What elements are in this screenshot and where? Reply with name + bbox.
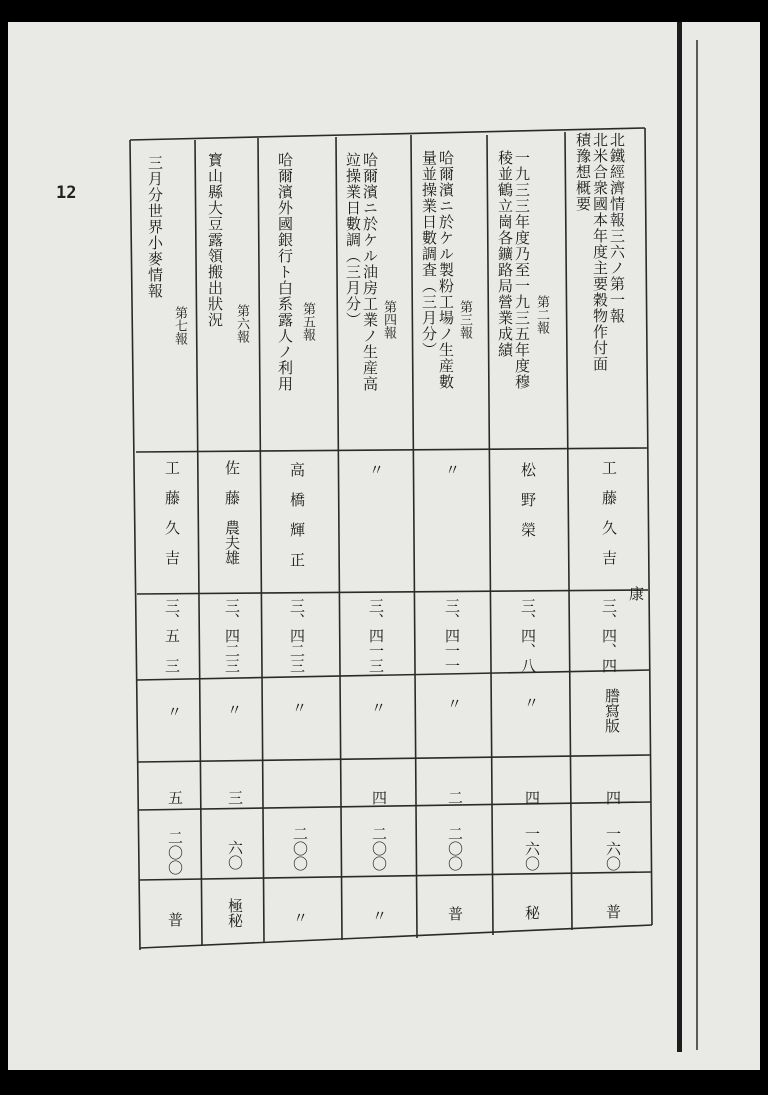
row-5-format: 〃 <box>290 700 308 715</box>
row-2-author: 松 野 榮 <box>519 462 537 537</box>
row-5-author: 高 橋 輝 正 <box>288 462 306 567</box>
row-6-pages: 三 <box>226 790 244 805</box>
row-7-author: 工 藤 久 吉 <box>163 460 181 565</box>
row-4-date: 三、四一三 <box>367 598 385 673</box>
row-3-date: 三、四一一 <box>443 598 461 673</box>
row-2-copies: 一六〇 <box>523 826 541 871</box>
page-number: 12 <box>56 183 77 203</box>
row-2-format: 〃 <box>522 695 540 710</box>
row-1-author: 工 藤 久 吉 <box>600 460 618 565</box>
row-3-report-no: 第三報 <box>457 300 472 339</box>
row-6-format: 〃 <box>225 702 243 717</box>
row-2-title: 一九三三年度乃至一九三五年度穆 稜並鶴立崗各鑛路局營業成績 <box>496 150 531 390</box>
row-4-format: 〃 <box>369 700 387 715</box>
row-5-copies: 二〇〇 <box>291 826 309 871</box>
row-4-author: 〃 <box>367 462 385 477</box>
row-7-copies: 二〇〇 <box>166 830 184 875</box>
row-1-date: 三、四、四 <box>600 598 618 673</box>
row-7-pages: 五 <box>166 790 184 805</box>
row-7-report-no: 第七報 <box>172 306 187 345</box>
row-2-report-no: 第二報 <box>534 295 549 334</box>
row-7-date: 三、五 三 <box>163 598 181 673</box>
row-7-format: 〃 <box>165 704 183 719</box>
row-5-report-no: 第五報 <box>300 302 315 341</box>
row-6-date: 三、四二三 <box>223 598 241 673</box>
row-6-author: 佐 藤 農夫雄 <box>223 460 241 565</box>
row-5-date: 三、四二三 <box>288 598 306 673</box>
row-1-stamp: 康 <box>627 586 645 601</box>
row-3-pages: 二 <box>446 790 464 805</box>
row-6-copies: 六〇 <box>226 840 244 870</box>
row-3-class: 普 <box>446 906 464 921</box>
row-7-class: 普 <box>166 912 184 927</box>
row-4-class: 〃 <box>370 908 388 923</box>
row-4-title: 哈爾濱ニ於ケル油房工業ノ生産高 竝操業日數調（三月分） <box>344 152 379 392</box>
row-1-title: 北鐵經濟情報三六ノ第一報 北米合衆國本年度主要穀物作付面 積豫想概要 <box>574 132 626 372</box>
row-6-report-no: 第六報 <box>234 304 249 343</box>
row-6-class: 極秘 <box>226 898 244 928</box>
row-7-title: 三月分世界小麥情報 <box>146 155 164 299</box>
row-6-title: 寳山縣大豆露領搬出狀況 <box>206 152 224 328</box>
row-3-title: 哈爾濱ニ於ケル製粉工場ノ生産數 量並操業日數調査（三月分） <box>420 150 455 390</box>
row-2-pages: 四 <box>523 790 541 805</box>
row-4-copies: 二〇〇 <box>370 826 388 871</box>
row-5-class: 〃 <box>291 910 309 925</box>
row-3-author: 〃 <box>443 462 461 477</box>
row-1-pages: 四 <box>604 790 622 805</box>
row-1-format: 謄寫版 <box>603 688 621 733</box>
row-1-copies: 一六〇 <box>604 826 622 871</box>
row-3-copies: 二〇〇 <box>446 826 464 871</box>
row-1-class: 普 <box>604 904 622 919</box>
row-4-report-no: 第四報 <box>381 300 396 339</box>
row-5-title: 哈爾濱外國銀行ト白系露人ノ利用 <box>276 152 294 392</box>
row-2-date: 三、四、八 <box>519 598 537 673</box>
row-2-class: 秘 <box>523 905 541 920</box>
row-3-format: 〃 <box>445 696 463 711</box>
row-4-pages: 四 <box>370 790 388 805</box>
